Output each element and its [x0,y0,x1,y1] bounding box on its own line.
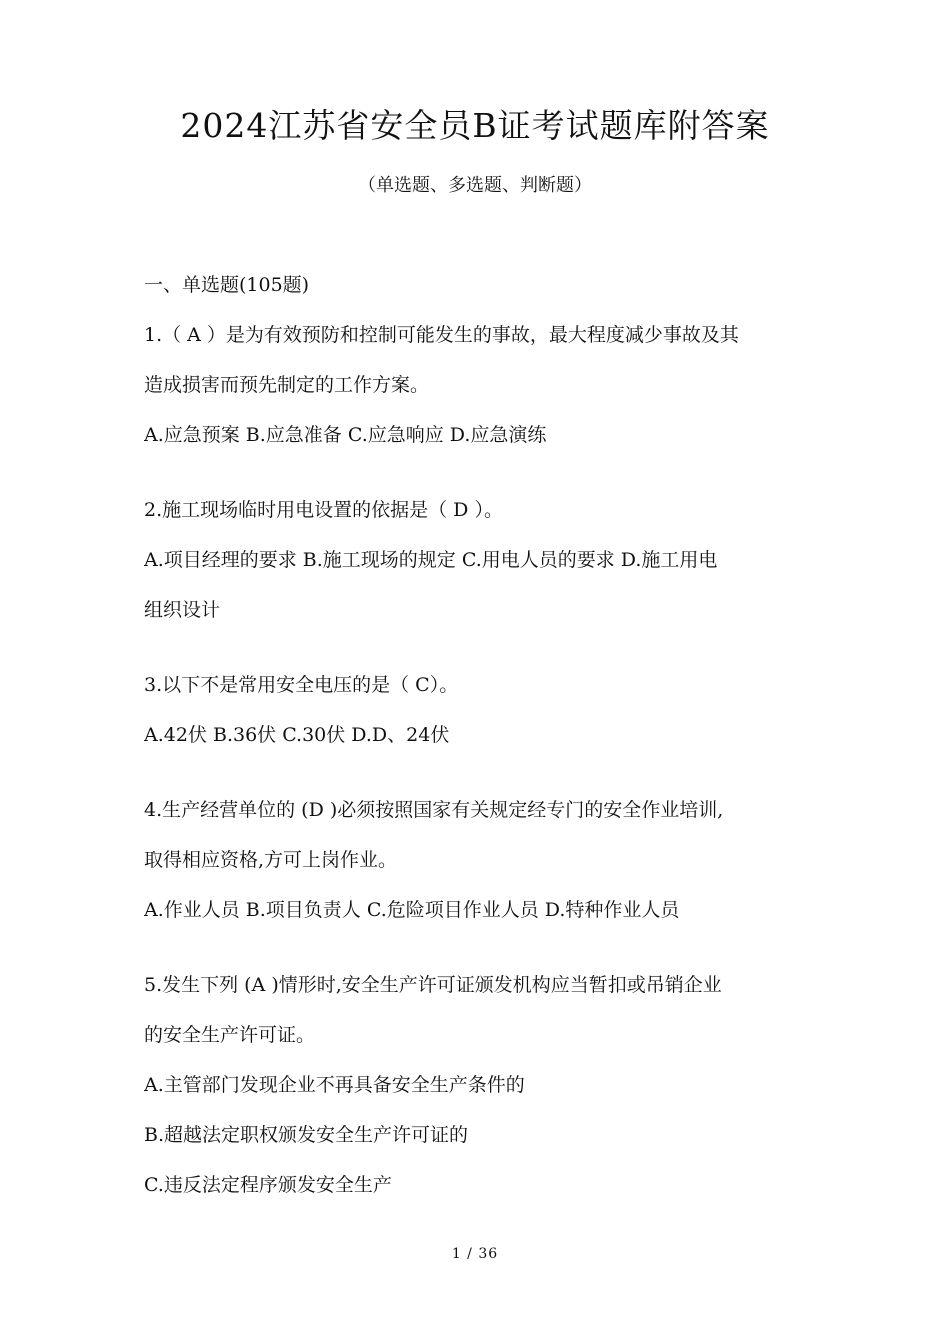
question-4-text: 4.生产经营单位的 (D )必须按照国家有关规定经专门的安全作业培训, [144,799,724,821]
question-2-text: 2.施工现场临时用电设置的依据是（ D ）。 [144,499,503,521]
paragraph-gap [144,645,814,670]
paragraph-gap [144,770,814,795]
question-2-options: A.项目经理的要求 B.施工现场的规定 C.用电人员的要求 D.施工用电 [144,549,718,571]
question-5-text: 5.发生下列 (A )情形时,安全生产许可证颁发机构应当暂扣或吊销企业 [144,974,722,996]
question-2-options-continued: 组织设计 [144,599,221,621]
paragraph-gap [144,470,814,495]
question-5-text-continued: 的安全生产许可证。 [144,1024,316,1046]
question-3-text: 3.以下不是常用安全电压的是（ C）。 [144,674,459,696]
page-number: 1 / 36 [451,1246,499,1262]
question-4-text-continued: 取得相应资格,方可上岗作业。 [144,849,398,871]
question-5-option-b: B.超越法定职权颁发安全生产许可证的 [144,1124,469,1146]
question-5-option-a: A.主管部门发现企业不再具备安全生产条件的 [144,1074,525,1096]
question-1-text: 1.（ A ）是为有效预防和控制可能发生的事故，最大程度减少事故及其 [144,324,739,346]
question-1-options: A.应急预案 B.应急准备 C.应急响应 D.应急演练 [144,424,547,446]
document-subtitle: （单选题、多选题、判断题） [358,175,592,196]
question-1-text-continued: 造成损害而预先制定的工作方案。 [144,374,430,396]
document-title: 2024江苏省安全员B证考试题库附答案 [180,106,770,145]
section-heading: 一、单选题(105题) [144,274,310,296]
document-body [144,270,814,1220]
question-4-options: A.作业人员 B.项目负责人 C.危险项目作业人员 D.特种作业人员 [144,899,680,921]
paragraph-gap [144,945,814,970]
question-5-option-c: C.违反法定程序颁发安全生产 [144,1174,392,1196]
question-3-options: A.42伏 B.36伏 C.30伏 D.D、24伏 [144,724,450,746]
